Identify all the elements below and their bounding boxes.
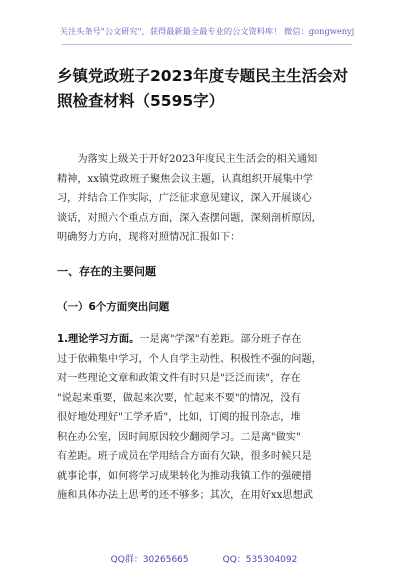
body-line-first: [57, 330, 357, 350]
document-title-line-2: 照检查材料（5595字）: [57, 92, 225, 110]
footer-qq-group: QQ群：30265665: [110, 555, 189, 565]
header-banner-text: 关注头条号"公文研究"，获得最新最全最专业的公文资料库！ 微信：gongwenyj: [59, 25, 355, 36]
document-title: [57, 64, 357, 114]
intro-paragraph: [57, 150, 353, 248]
body-line: 有差距。班子成员在学用结合方面有欠缺，很多时候只是: [57, 451, 312, 462]
footer-qq: QQ：535304092: [222, 555, 298, 565]
footer-contacts: [0, 552, 408, 568]
body-line: "说起来重要，做起来次要，忙起来不要"的情况，没有: [57, 392, 301, 404]
section-heading-1: 一、存在的主要问题: [57, 265, 156, 278]
subsection-heading-1: （一）6个方面突出问题: [57, 301, 170, 313]
body-line: 过于依赖集中学习，个人自学主动性、积极性不强的问题，: [57, 353, 322, 365]
intro-line: 为落实上级关于开好2023年度民主生活会的相关通知: [57, 154, 318, 165]
item-1-lead: 1.理论学习方面。: [57, 334, 140, 345]
item-1-paragraph: [57, 330, 357, 506]
body-line: 积在办公室，因时间原因较少翻阅学习。二是离"做实": [57, 431, 301, 443]
header-banner: [59, 18, 355, 45]
body-line: 对一些理论文章和政策文件有时只是"泛泛而读"，存在: [57, 373, 301, 384]
document-title-line-1: 乡镇党政班子2023年度专题民主生活会对: [57, 67, 349, 85]
intro-line: 习，并结合工作实际，广泛征求意见建议，深入开展谈心: [57, 193, 312, 204]
body-line: 施和具体办法上思考的还不够多；其次，在用好xx思想武: [57, 490, 313, 501]
body-line: 就事论事，如何将学习成果转化为推动我镇工作的强硬措: [57, 470, 312, 482]
intro-line: 谈话，对照六个重点方面，深入查摆问题，深刻剖析原因，: [57, 212, 322, 224]
body-line: 很好地处理好"工学矛盾"，比如，订阅的报刊杂志，堆: [57, 412, 301, 423]
intro-line: 明确努力方向，现将对照情况汇报如下：: [57, 232, 241, 243]
body-line: 一是离"学深"有差距。部分班子存在: [139, 334, 302, 345]
intro-line: 精神，xx镇党政班子聚焦会议主题，认真组织开展集中学: [57, 173, 313, 185]
